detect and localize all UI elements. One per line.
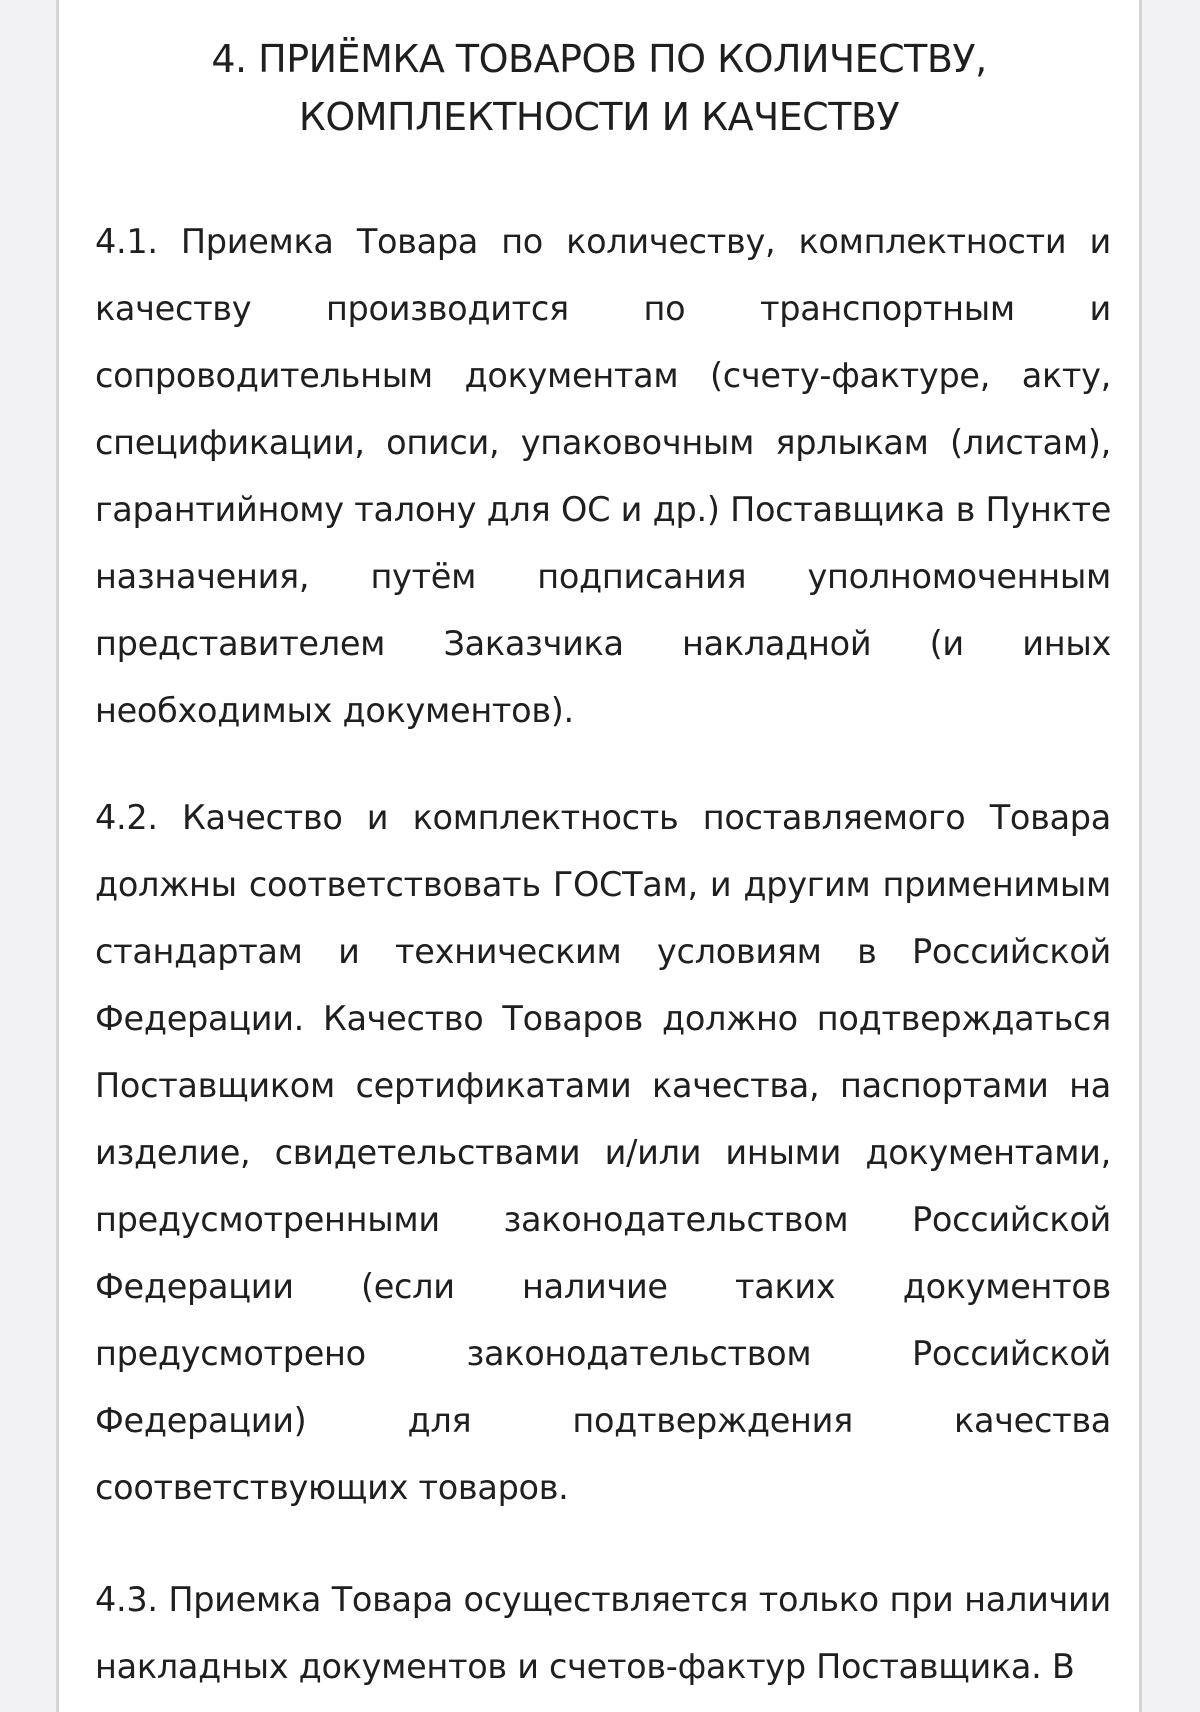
clause-4-2: 4.2. Качество и комплектность поставляемого Товара должны соответствовать ГОСТам, и другим применимым стандартам и техническим условиям в Российской Федерации. Качество Товаров должно подтверждаться Поставщиком сертификатами качества, паспортами на изделие, свидетельствами и/или иными документами, предусмотренными законодательством Российской Федерации (если наличие таких документов предусмотрено законодательством Российской Федерации) для подтверждения качества соответствующих товаров. — [95, 798, 1111, 1507]
clause-4-1: 4.1. Приемка Товара по количеству, комплектности и качеству производится по транспортным и сопроводительным документам (счету-фактуре, акту, спецификации, описи, упаковочным ярлыкам (листам), гарантийному талону для ОС и др.) Поставщика в Пункте назначения, путём подписания уполномоченным представителем Заказчика накладной (и иных необходимых документов). — [95, 222, 1111, 730]
clause-4-3: 4.3. Приемка Товара осуществляется только при наличии накладных документов и счетов-фактур Поставщика. В — [95, 1580, 1111, 1686]
section-heading-line-1: 4. ПРИЁМКА ТОВАРОВ ПО КОЛИЧЕСТВУ, — [211, 37, 987, 81]
section-heading-line-2: КОМПЛЕКТНОСТИ И КАЧЕСТВУ — [298, 95, 900, 139]
document-page — [56, 0, 1142, 1712]
section-heading — [59, 30, 1139, 146]
